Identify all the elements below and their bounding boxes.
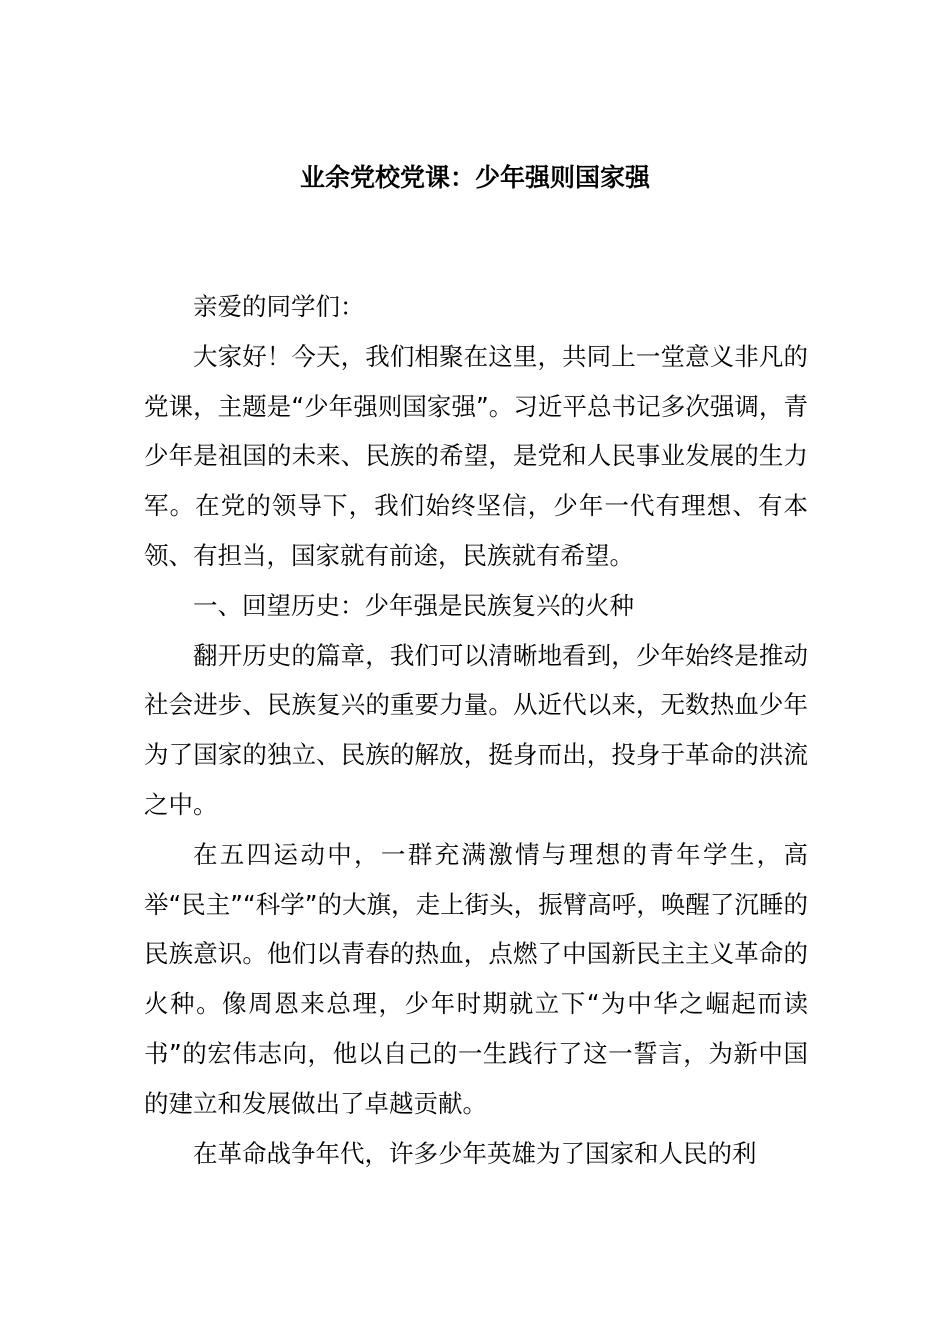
history-paragraph: 翻开历史的篇章，我们可以清晰地看到，少年始终是推动社会进步、民族复兴的重要力量。从近代以来，无数热血少年为了国家的独立、民族的解放，挺身而出，投身于革命的洪流之中。 <box>144 640 808 819</box>
revolution-paragraph: 在革命战争年代，许多少年英雄为了国家和人民的利 <box>193 1138 757 1168</box>
may-fourth-paragraph: 在五四运动中，一群充满激情与理想的青年学生，高举“民主”“科学”的大旗，走上街头，振臂高呼，唤醒了沉睡的民族意识。他们以青春的热血，点燃了中国新民主主义革命的火种。像周恩来总理，少年时期就立下“为中华之崛起而读书”的宏伟志向，他以自己的一生践行了这一誓言，为新中国的建立和发展做出了卓越贡献。 <box>144 839 808 1118</box>
document-body <box>144 282 808 1178</box>
greeting-paragraph: 亲爱的同学们： <box>193 292 365 321</box>
intro-paragraph: 大家好！今天，我们相聚在这里，共同上一堂意义非凡的党课，主题是“少年强则国家强”。习近平总书记多次强调，青少年是祖国的未来、民族的希望，是党和人民事业发展的生力军。在党的领导下，我们始终坚信，少年一代有理想、有本领、有担当，国家就有前途，民族就有希望。 <box>144 341 808 570</box>
section-heading-1: 一、回望历史：少年强是民族复兴的火种 <box>193 590 634 620</box>
document-title: 业余党校党课：少年强则国家强 <box>299 163 650 192</box>
